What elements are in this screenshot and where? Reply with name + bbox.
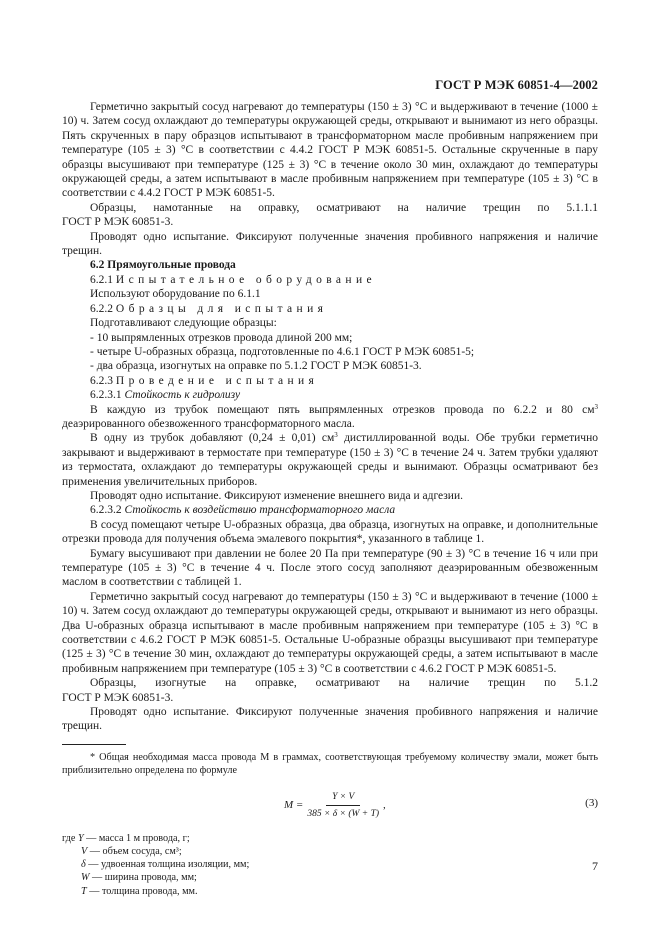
paragraph [62, 431, 598, 489]
variable-def [62, 885, 598, 898]
section-heading: 6.2 Прямоугольные провода [90, 259, 236, 272]
paragraph: Образцы, изогнутые на оправке, осматривают на наличие трещин по 5.1.2 [90, 677, 598, 690]
paragraph: ГОСТ Р МЭК 60851-3. [62, 691, 174, 704]
subsection-heading [62, 503, 598, 517]
heading-number: 6.2.3.1 [90, 389, 122, 402]
formula-denominator: 385 × δ × (W + T) [307, 809, 380, 820]
variable-symbol: V [81, 845, 88, 857]
variable-symbol: δ [81, 859, 86, 871]
formula [62, 786, 598, 826]
formula-numerator: Y × V [326, 790, 360, 806]
text-run: В каждую из трубок помещают пять выпрямленных отрезков провода по 6.2.2 и 80 см [90, 403, 595, 416]
superscript: 3 [594, 402, 598, 411]
paragraph: Герметично закрытый сосуд нагревают до температуры (150 ± 3) °С и выдерживают в течение (1000 ± 10) ч. Затем сосуд охлаждают до температуры окружающей среды, открывают и вынимают из него образцы. Два U-образных образца испытывают в масле пробивным напряжением при температуре (105 ± 3) °С в соответствии с 4.6.2 ГОСТ Р МЭК 60851-5. Остальные U-образные образцы высушивают при температуре (125 ± 3) °С в течение 30 мин, охлаждают до температуры окружающей среды, а затем испытывают в масле пробивным напряжением при температуре (105 ± 3) °С в соответствии с 4.6.2 ГОСТ Р МЭК 60851-5. [62, 590, 598, 675]
variable-desc: — масса 1 м провода, г; [83, 832, 190, 844]
subsection-heading [62, 273, 598, 287]
paragraph: Герметично закрытый сосуд нагревают до температуры (150 ± 3) °С и выдерживают в течение (1000 ± 10) ч. Затем сосуд охлаждают до температуры окружающей среды, открывают и вынимают из него образцы. Пять скрученных в пару образцов испытывают в трансформаторном масле пробивным напряжением при температуре (105 ± 3) °С в соответствии с 4.4.2 ГОСТ Р МЭК 60851-5. Остальные скрученные в пару образцы высушивают при температуре (125 ± 3) °С в течение около 30 мин, охлаждают до температуры окружающей среды, а затем испытывают в масле пробивным напряжением при температуре (105 ± 3) °С в соответствии с 4.4.2 ГОСТ Р МЭК 60851-5. [62, 101, 598, 200]
variable-def [62, 871, 598, 884]
variable-desc: — удвоенная толщина изоляции, мм; [85, 859, 250, 871]
document-header: ГОСТ Р МЭК 60851-4—2002 [435, 78, 598, 92]
heading-title: Испытательное оборудование [115, 273, 377, 286]
heading-title: Стойкость к гидролизу [124, 389, 241, 402]
variable-def [62, 832, 598, 845]
list-item: - два образца, изогнутых на оправке по 5.1.2 ГОСТ Р МЭК 60851-3. [90, 360, 422, 373]
variable-symbol: Y [77, 832, 84, 844]
variable-symbol: W [81, 872, 90, 884]
text-run: дистиллированной воды. Обе трубки герметично закрывают и выдерживают в термостате при температуре (150 ± 3) °С в течение 24 ч. Затем трубки удаляют из термостата, охлаждают до температуры окружающей среды и вынимают. Образцы осматривают без применения увеличительных приборов. [62, 432, 598, 488]
variable-def [62, 858, 598, 871]
formula-number: (3) [585, 796, 598, 809]
document-body [62, 100, 598, 898]
paragraph [62, 403, 598, 432]
paragraph: Проводят одно испытание. Фиксируют полученные значения пробивного напряжения и наличие трещин. [62, 230, 598, 258]
variable-definitions [62, 832, 598, 898]
text-run: В одну из трубок добавляют (0,24 ± 0,01) см [90, 432, 335, 445]
paragraph: Бумагу высушивают при давлении не более 20 Па при температуре (90 ± 3) °С в течение 16 ч или при температуре (105 ± 3) °С в течение 4 ч. После этого сосуд заполняют деаэрированным обезвоженным маслом в соответствии с таблицей 1. [62, 547, 598, 589]
superscript: 3 [334, 431, 338, 440]
paragraph: ГОСТ Р МЭК 60851-3. [62, 216, 174, 229]
variable-symbol: T [81, 885, 87, 897]
formula-lhs: M = [284, 799, 304, 812]
variable-def [62, 845, 598, 858]
subsection-heading [62, 388, 598, 402]
heading-number: 6.2.1 [90, 273, 113, 286]
heading-title: Стойкость к воздействию трансформаторного масла [124, 504, 396, 517]
subsection-heading [62, 374, 598, 388]
list-item: - 10 выпрямленных отрезков провода длиной 200 мм; [90, 331, 353, 344]
subsection-heading [62, 302, 598, 316]
formula-fraction [307, 790, 379, 822]
paragraph: Используют оборудование по 6.1.1 [90, 288, 261, 301]
variable-desc: — толщина провода, мм. [86, 885, 198, 897]
footnote: * Общая необходимая масса провода M в граммах, соответствующая требуемому количеству эмали, может быть приблизительно определена по формуле [62, 751, 598, 777]
paragraph: Образцы, намотанные на оправку, осматривают на наличие трещин по 5.1.1.1 [90, 201, 598, 214]
formula-comma: , [383, 799, 386, 812]
heading-number: 6.2.2 [90, 302, 113, 315]
list-item: - четыре U-образных образца, подготовленные по 4.6.1 ГОСТ Р МЭК 60851-5; [90, 345, 475, 358]
heading-number: 6.2.3.2 [90, 504, 122, 517]
heading-title: Проведение испытания [115, 374, 319, 387]
paragraph: В сосуд помещают четыре U-образных образца, два образца, изогнутых на оправке, и дополнительные отрезки провода для получения объема эмалевого покрытия*, указанного в таблице 1. [62, 518, 598, 546]
paragraph: Проводят одно испытание. Фиксируют изменение внешнего вида и адгезии. [90, 489, 463, 502]
text-run: деаэрированного обезвоженного трансформаторного масла. [62, 417, 355, 430]
variable-desc: — ширина провода, мм; [89, 872, 197, 884]
page-number: 7 [592, 859, 598, 873]
variable-desc: — объем сосуда, см³; [87, 845, 182, 857]
heading-title: Образцы для испытания [115, 302, 328, 315]
where-label: где [62, 832, 76, 844]
heading-number: 6.2.3 [90, 374, 113, 387]
footnote-divider [62, 744, 126, 745]
paragraph: Подготавливают следующие образцы: [90, 317, 277, 330]
formula-expression [284, 790, 386, 822]
paragraph: Проводят одно испытание. Фиксируют полученные значения пробивного напряжения и наличие трещин. [62, 706, 598, 733]
